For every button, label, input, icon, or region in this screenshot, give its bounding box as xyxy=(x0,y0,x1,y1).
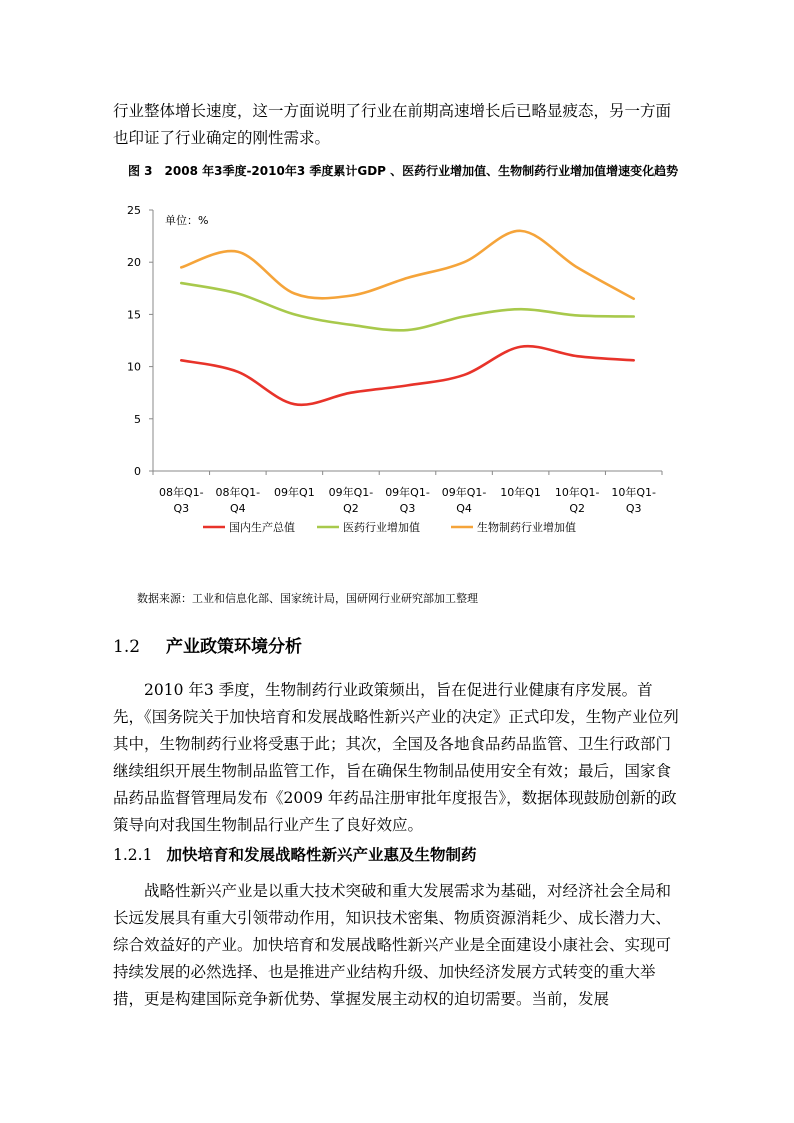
x-tick-label: 10年Q1- xyxy=(611,486,657,499)
subsection-number: 1.2.1 xyxy=(113,846,153,864)
x-tick-label: Q2 xyxy=(343,502,359,515)
subsection-title: 加快培育和发展战略性新兴产业惠及生物制药 xyxy=(166,845,477,864)
y-tick-label: 15 xyxy=(127,308,141,322)
section-number: 1.2 xyxy=(113,637,141,657)
x-tick-label: Q2 xyxy=(569,502,586,515)
x-tick-label: Q3 xyxy=(625,502,642,515)
x-tick-label: 08年Q1- xyxy=(158,486,204,499)
x-tick-label: Q4 xyxy=(456,502,472,515)
section-paragraph: 2010 年3 季度，生物制药行业政策频出，旨在促进行业健康有序发展。首先，《国务院关于加快培育和发展战略性新兴产业的决定》正式印发，生物产业位列其中，生物制药行业将受惠于此；其次，全国及各地食品药品监管、卫生行政部门继续组织开展生物制品监管工作，旨在确保生物制品使用安全有效；最后，国家食品药品监督管理局发布《2009 年药品注册审批年度报告》，数据体现鼓励创新的政策导向对我国生物制品行业产生了良好效应。 xyxy=(113,681,679,834)
section-heading xyxy=(113,632,302,657)
figure-caption: 图 3 2008 年3季度-2010年3 季度累计GDP 、医药行业增加值、生物制药行业增加值增速变化趋势 xyxy=(128,164,679,178)
subsection-heading xyxy=(113,843,476,865)
y-tick-label: 20 xyxy=(127,256,141,270)
legend-label: 医药行业增加值 xyxy=(343,521,420,534)
intro-paragraph: 行业整体增长速度，这一方面说明了行业在前期高速增长后已略显疲态，另一方面也印证了行业确定的刚性需求。 xyxy=(113,102,672,147)
unit-label: 单位：% xyxy=(165,214,209,227)
y-tick-label: 5 xyxy=(134,412,141,426)
series-line xyxy=(181,346,633,405)
y-tick-label: 0 xyxy=(134,465,141,478)
y-tick-label: 25 xyxy=(127,204,141,217)
legend-label: 国内生产总值 xyxy=(229,521,295,534)
legend-label: 生物制药行业增加值 xyxy=(477,521,576,534)
x-tick-label: Q3 xyxy=(173,502,190,515)
chart-axes xyxy=(127,204,662,515)
chart-lines xyxy=(181,231,633,405)
chart-legend xyxy=(203,520,576,534)
x-tick-label: 08年Q1- xyxy=(215,486,261,499)
x-tick-label: 10年Q1- xyxy=(554,486,600,499)
x-tick-label: 09年Q1- xyxy=(328,486,374,499)
x-tick-label: 09年Q1 xyxy=(274,486,315,499)
series-line xyxy=(181,231,633,299)
x-tick-label: Q3 xyxy=(399,502,416,515)
x-tick-label: 09年Q1- xyxy=(385,486,430,499)
series-line xyxy=(181,283,633,330)
x-tick-label: 09年Q1- xyxy=(441,486,487,499)
x-tick-label: 10年Q1 xyxy=(500,486,541,499)
x-tick-label: Q4 xyxy=(229,502,246,515)
subsection-paragraph: 战略性新兴产业是以重大技术突破和重大发展需求为基础，对经济社会全局和长远发展具有重大引领带动作用，知识技术密集、物质资源消耗少、成长潜力大、综合效益好的产业。加快培育和发展战略性新兴产业是全面建设小康社会、实现可持续发展的必然选择、也是推进产业结构升级、加快经济发展方式转变的重大举措，更是构建国际竞争新优势、掌握发展主动权的迫切需要。当前，发展 xyxy=(113,882,672,1008)
section-title: 产业政策环境分析 xyxy=(166,637,303,657)
y-tick-label: 10 xyxy=(127,360,141,374)
data-source: 数据来源：工业和信息化部、国家统计局，国研网行业研究部加工整理 xyxy=(137,592,478,605)
